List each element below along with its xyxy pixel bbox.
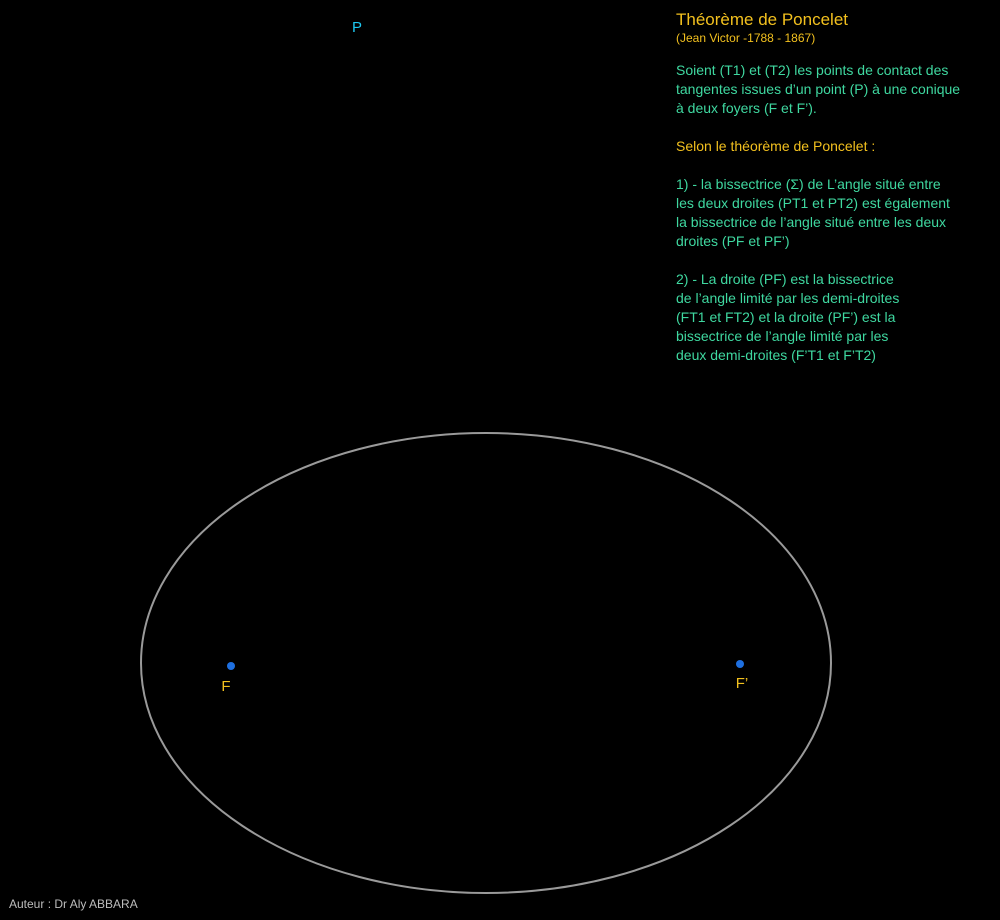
focus-f-prime-dot xyxy=(736,660,744,668)
intro-line: tangentes issues d’un point (P) à une conique xyxy=(676,81,961,97)
statement-2-line: de l’angle limité par les demi-droites xyxy=(676,290,900,306)
statement-2-line: deux demi-droites (F’T1 et F’T2) xyxy=(676,347,876,363)
page-title: Théorème de Poncelet xyxy=(676,10,848,29)
theorem-heading: Selon le théorème de Poncelet : xyxy=(676,138,876,154)
focus-f-dot xyxy=(227,662,235,670)
conic-ellipse xyxy=(141,433,831,893)
statement-1-line: les deux droites (PT1 et PT2) est également xyxy=(676,195,950,211)
statement-2-line: (FT1 et FT2) et la droite (PF’) est la xyxy=(676,309,896,325)
statement-1-line: 1) - la bissectrice (Σ) de L’angle situé entre xyxy=(676,176,941,192)
focus-f-label: F xyxy=(221,678,231,695)
intro-line: à deux foyers (F et F’). xyxy=(676,100,817,116)
intro-line: Soient (T1) et (T2) les points de contact des xyxy=(676,62,949,78)
statement-1-line: droites (PF et PF’) xyxy=(676,233,790,249)
point-p-label: P xyxy=(351,19,363,36)
theorem-text-panel xyxy=(676,9,986,384)
statement-1-paragraph xyxy=(676,175,986,251)
statement-2-line: 2) - La droite (PF) est la bissectrice xyxy=(676,271,894,287)
theorem-heading-paragraph xyxy=(676,137,986,156)
statement-1-line: la bissectrice de l’angle situé entre les deux xyxy=(676,214,947,230)
page-subtitle: (Jean Victor -1788 - 1867) xyxy=(676,31,816,45)
author-credit: Auteur : Dr Aly ABBARA xyxy=(9,897,138,911)
statement-2-paragraph xyxy=(676,270,986,365)
focus-f-prime-label: F’ xyxy=(735,675,749,692)
statement-2-line: bissectrice de l’angle limité par les xyxy=(676,328,889,344)
intro-paragraph xyxy=(676,61,986,118)
